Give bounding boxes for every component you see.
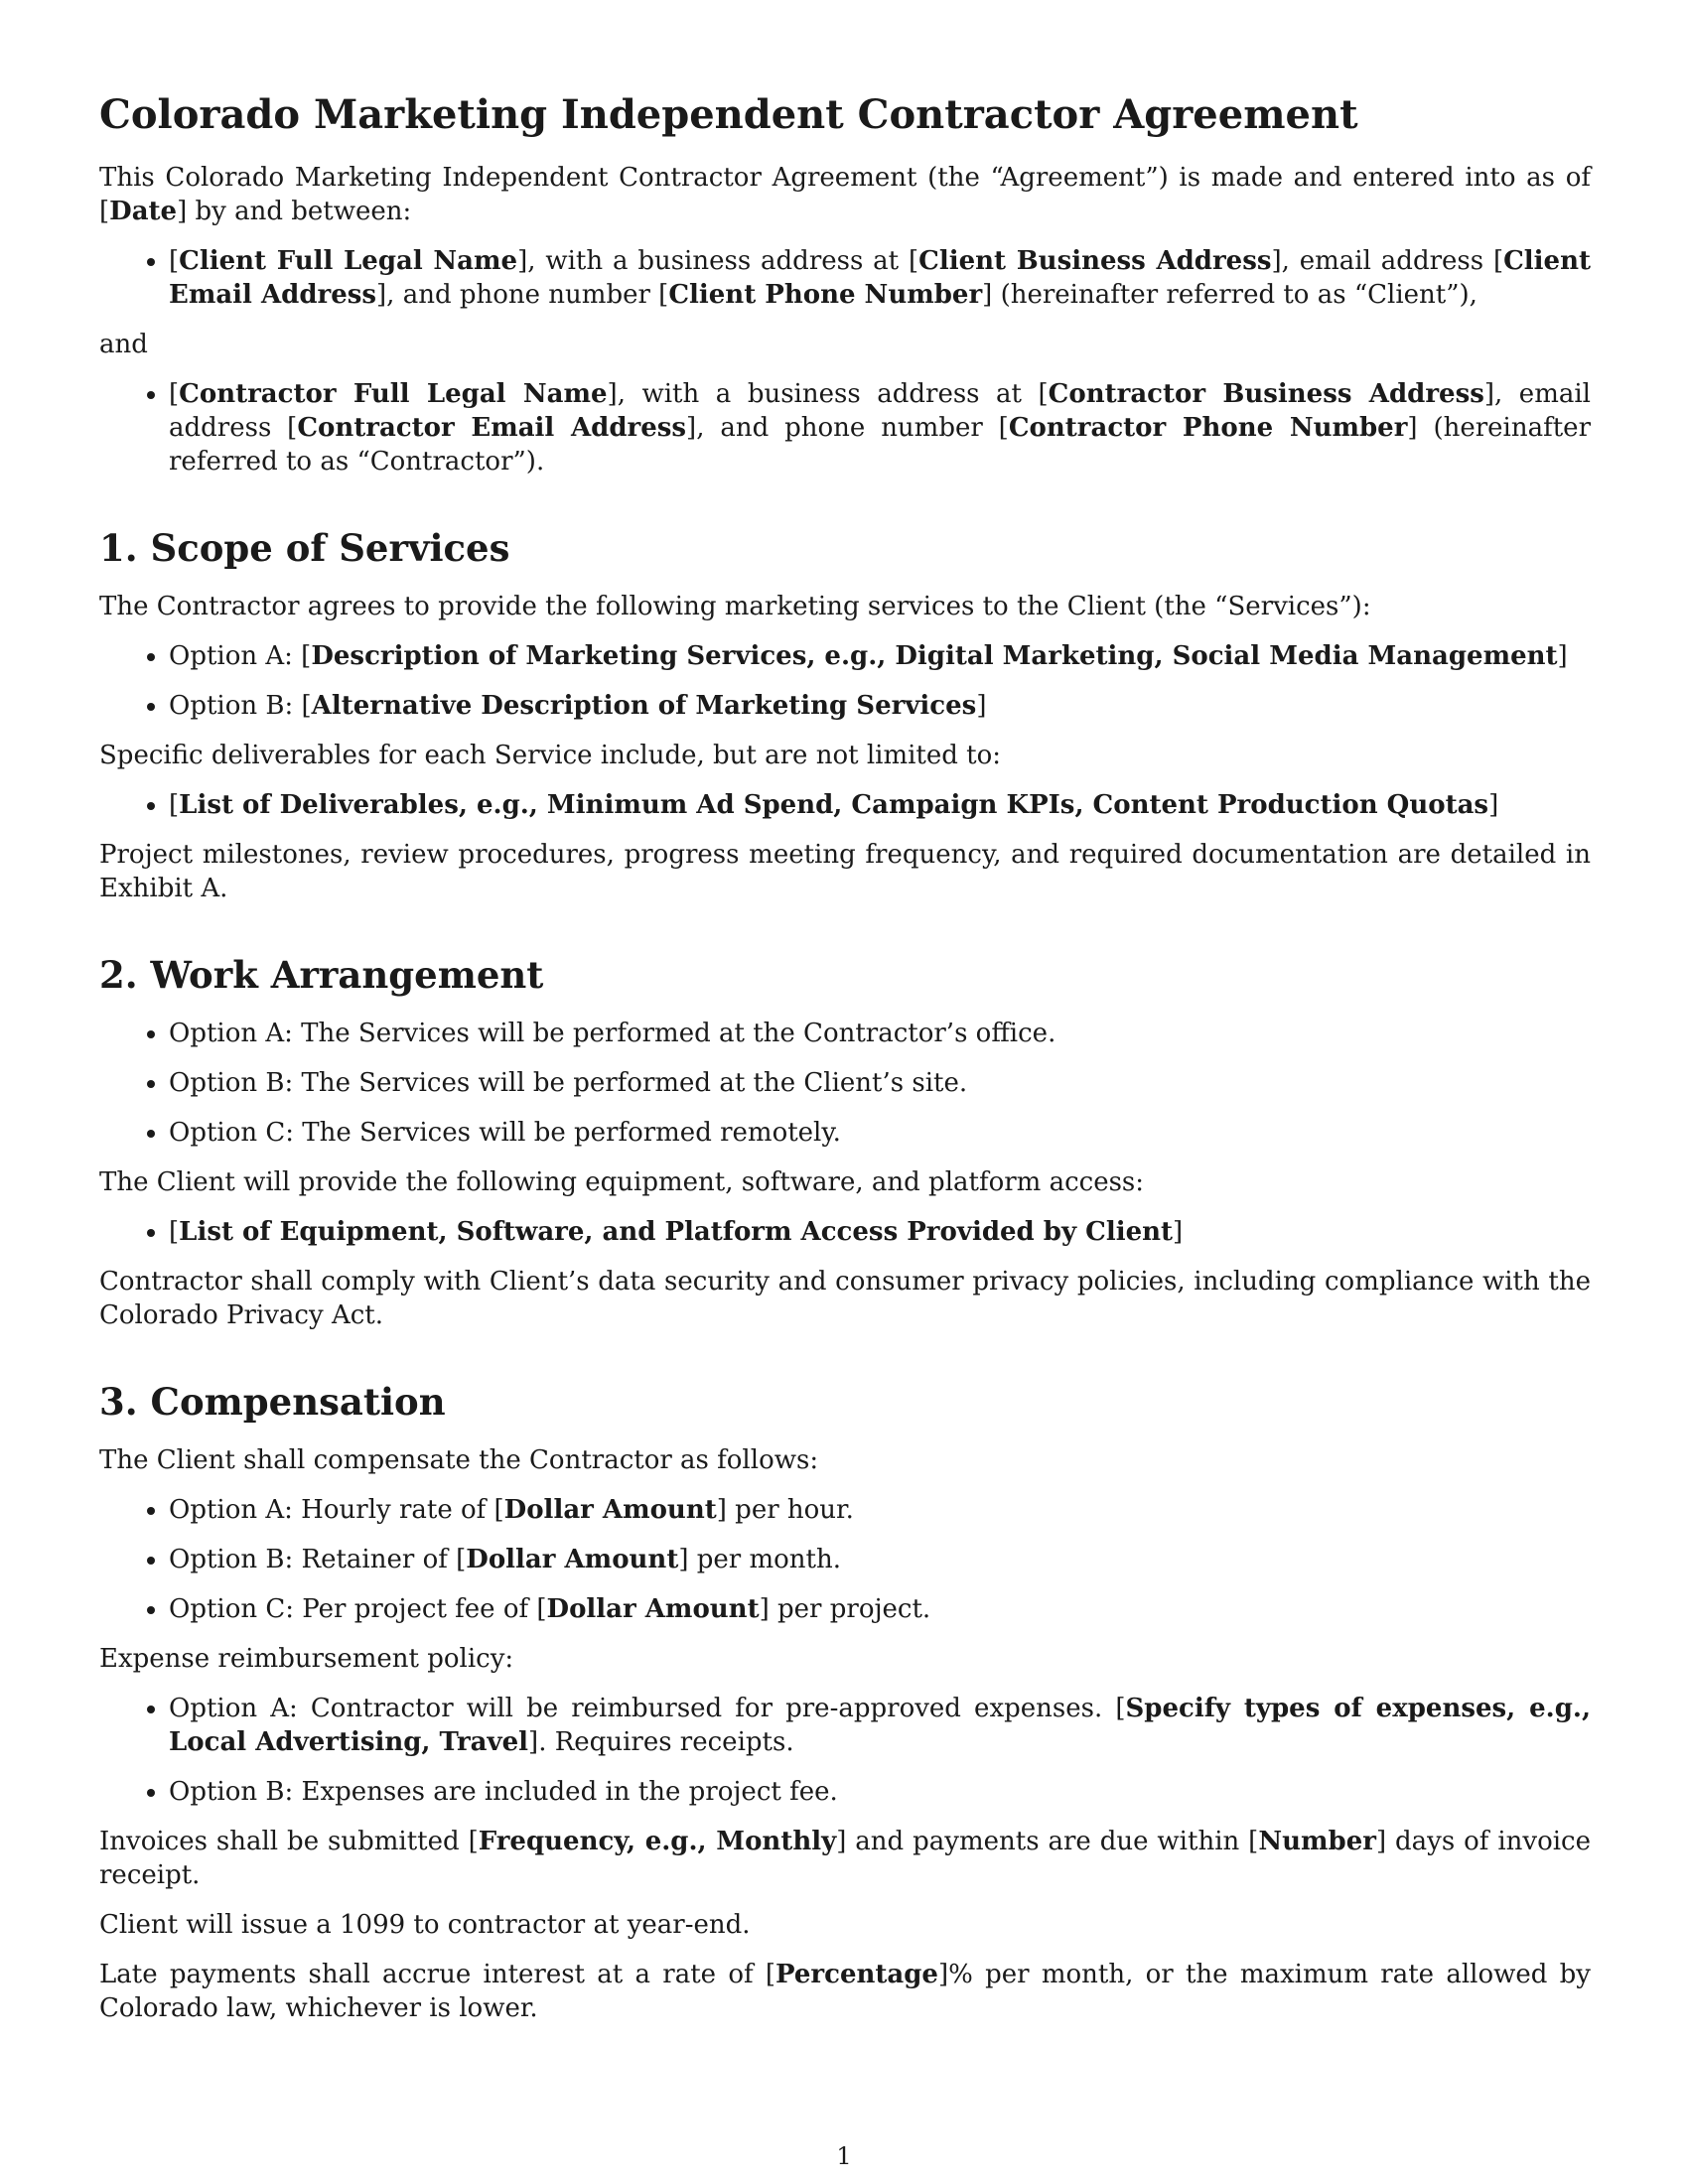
scope-intro: The Contractor agrees to provide the following marketing services to the Client (the “Services”):: [99, 592, 1371, 621]
comp-option-c: • Option C: Per project fee of [Dollar Amount] per project.: [169, 1592, 1591, 1626]
contractor-phone-placeholder: Contractor Phone Number: [1008, 413, 1408, 443]
expense-option-b: • Option B: Expenses are included in the project fee.: [169, 1775, 1591, 1809]
privacy-paragraph: Contractor shall comply with Client’s data security and consumer privacy policies, including compliance with the Colorado Privacy Act.: [99, 1267, 1591, 1330]
page-number: 1: [836, 2142, 852, 2170]
document-page: [99, 0, 1591, 2041]
scope-options: [99, 639, 1591, 723]
section-2-heading: 2. Work Arrangement: [99, 953, 544, 997]
deliverables-list: [99, 788, 1591, 822]
scope-closing: Project milestones, review procedures, progress meeting frequency, and required documentation are detailed in Exhibit A.: [99, 840, 1591, 903]
client-address-placeholder: Client Business Address: [918, 246, 1272, 276]
section-1-heading: 1. Scope of Services: [99, 526, 510, 570]
section-3-heading: 3. Compensation: [99, 1380, 446, 1424]
document-title: Colorado Marketing Independent Contractor Agreement: [99, 91, 1358, 138]
client-list: [99, 244, 1591, 312]
equipment-intro: The Client will provide the following equipment, software, and platform access:: [99, 1167, 1145, 1197]
comp-option-b: • Option B: Retainer of [Dollar Amount] per month.: [169, 1543, 1591, 1576]
client-email-placeholder: Client Email Address: [169, 246, 1591, 310]
work-option-a: • Option A: The Services will be performed at the Contractor’s office.: [169, 1017, 1591, 1050]
expense-options: [99, 1692, 1591, 1809]
scope-option-b: • Option B: [Alternative Description of Marketing Services]: [169, 689, 1591, 723]
contractor-email-placeholder: Contractor Email Address: [297, 413, 687, 443]
contractor-list: [99, 377, 1591, 478]
compensation-intro: The Client shall compensate the Contractor as follows:: [99, 1445, 819, 1475]
contractor-address-placeholder: Contractor Business Address: [1048, 379, 1484, 409]
equipment-item: • [List of Equipment, Software, and Platform Access Provided by Client]: [169, 1215, 1591, 1249]
scope-option-a: • Option A: [Description of Marketing Services, e.g., Digital Marketing, Social Media Management]: [169, 639, 1591, 673]
invoice-paragraph: Invoices shall be submitted [Frequency, e.g., Monthly] and payments are due within [Number] days of invoice receipt.: [99, 1827, 1591, 1890]
work-option-b: • Option B: The Services will be performed at the Client’s site.: [169, 1066, 1591, 1100]
late-payment-paragraph: Late payments shall accrue interest at a rate of [Percentage]% per month, or the maximum rate allowed by Colorado law, whichever is lower.: [99, 1960, 1591, 2023]
intro-paragraph: This Colorado Marketing Independent Contractor Agreement (the “Agreement”) is made and entered into as of [Date] by and between:: [99, 163, 1591, 226]
contractor-name-placeholder: Contractor Full Legal Name: [179, 379, 608, 409]
compensation-options: [99, 1493, 1591, 1626]
client-phone-placeholder: Client Phone Number: [668, 280, 983, 310]
expense-intro: Expense reimbursement policy:: [99, 1644, 514, 1674]
client-name-placeholder: Client Full Legal Name: [179, 246, 518, 276]
and-text: and: [99, 330, 148, 359]
contractor-party: • [Contractor Full Legal Name], with a business address at [Contractor Business Address], email address [Contractor Email Address], and phone number [Contractor Phone Number] (hereinafter referred to as “Contractor”).: [169, 377, 1591, 478]
deliverables-item: • [List of Deliverables, e.g., Minimum Ad Spend, Campaign KPIs, Content Production Quotas]: [169, 788, 1591, 822]
date-placeholder: Date: [109, 197, 178, 226]
work-options: [99, 1017, 1591, 1150]
expense-option-a: • Option A: Contractor will be reimbursed for pre-approved expenses. [Specify types of expenses, e.g., Local Advertising, Travel]. Requires receipts.: [169, 1692, 1591, 1759]
comp-option-a: • Option A: Hourly rate of [Dollar Amount] per hour.: [169, 1493, 1591, 1527]
form-1099-paragraph: Client will issue a 1099 to contractor at year-end.: [99, 1910, 751, 1940]
client-party: • [Client Full Legal Name], with a business address at [Client Business Address], email address [Client Email Address], and phone number [Client Phone Number] (hereinafter referred to as “Client”),: [169, 244, 1591, 312]
equipment-list: [99, 1215, 1591, 1249]
deliverables-intro: Specific deliverables for each Service include, but are not limited to:: [99, 741, 1002, 770]
work-option-c: • Option C: The Services will be performed remotely.: [169, 1116, 1591, 1150]
